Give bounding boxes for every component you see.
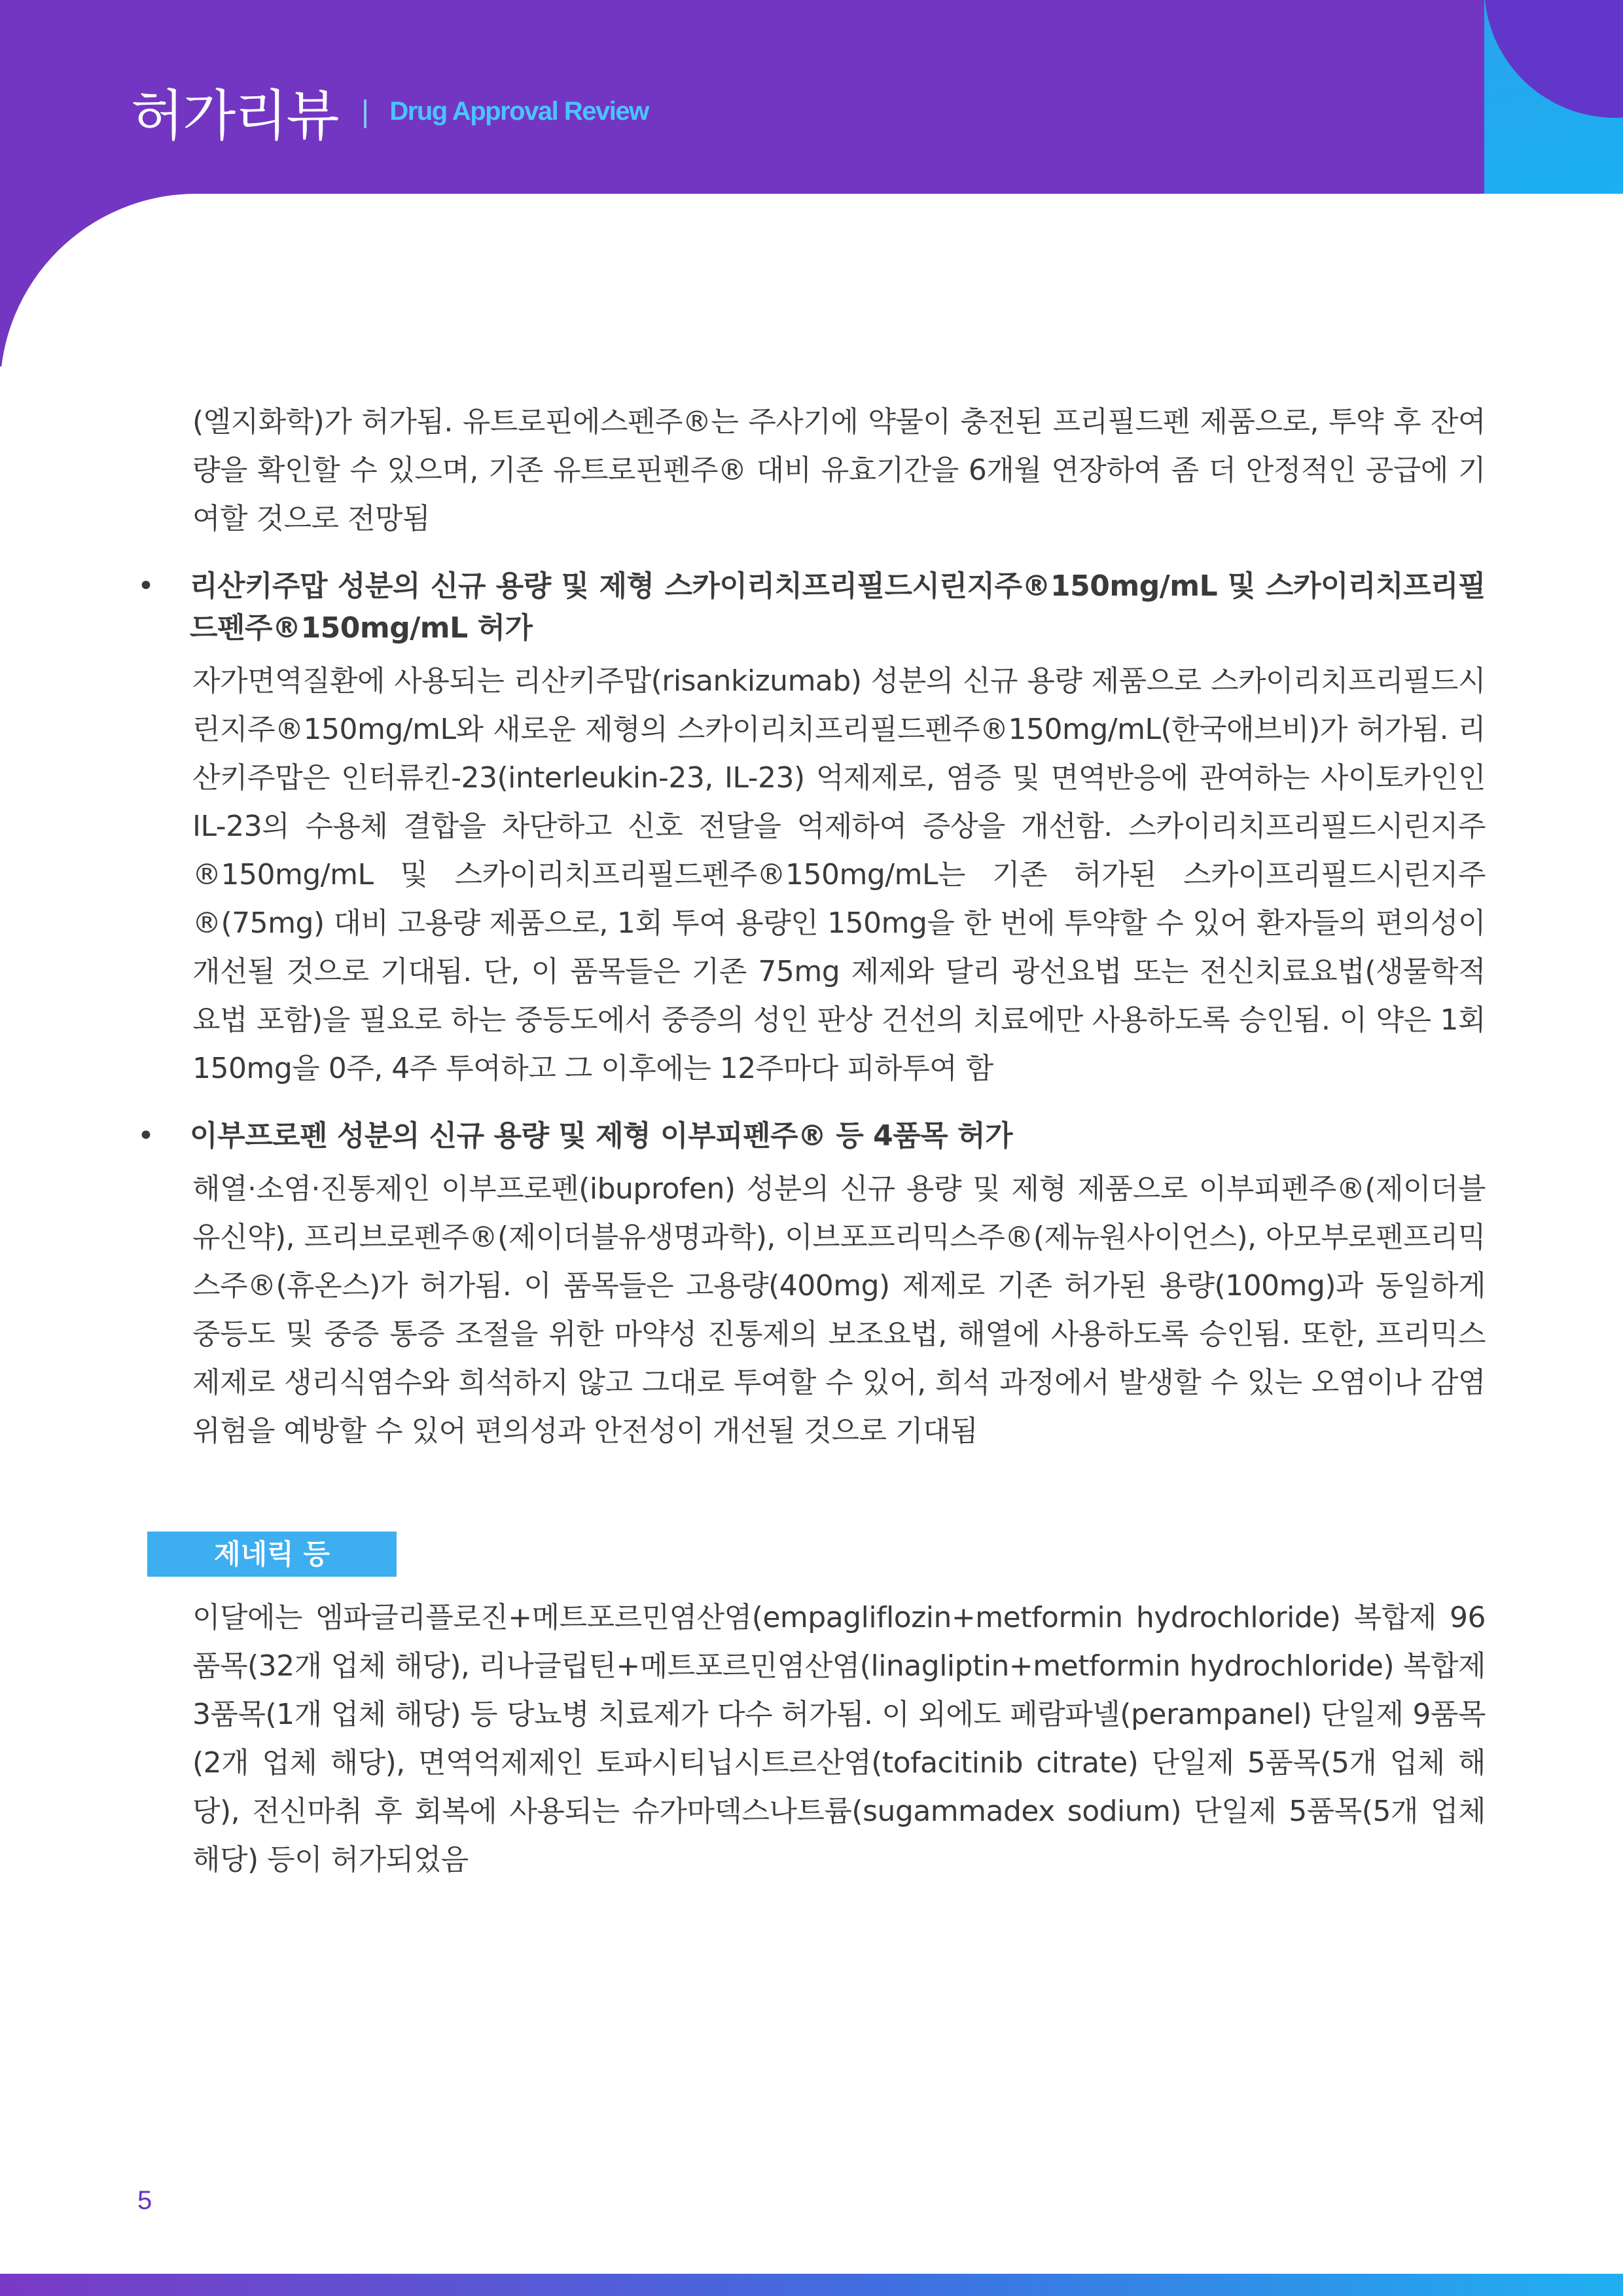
intro-paragraph: (엘지화학)가 허가됨. 유트로핀에스펜주®는 주사기에 약물이 충전된 프리필드펜 제품으로, 투약 후 잔여량을 확인할 수 있으며, 기존 유트로핀펜주® 대비 유효기간을 6개월 연장하여 좀 더 안정적인 공급에 기여할 것으로 전망됨 <box>192 405 1486 535</box>
page-number: 5 <box>137 2186 152 2215</box>
article-body <box>131 398 1486 1884</box>
title-separator: | <box>360 94 370 128</box>
page-title-korean: 허가리뷰 <box>131 83 338 148</box>
footer-gradient-bar <box>0 2274 1623 2296</box>
page-title-english: Drug Approval Review <box>389 96 649 126</box>
bullet-body-paragraph: 해열·소염·진통제인 이부프로펜(ibuprofen) 성분의 신규 용량 및 제형 제품으로 이부피펜주®(제이더블유신약), 프리브로펜주®(제이더블유생명과학), 이브포프리믹스주®(제뉴원사이언스), 아모부로펜프리믹스주®(휴온스)가 허가됨. 이 품목들은 고용량(400mg) 제제로 기존 허가된 용량(100mg)과 동일하게 중등도 및 중증 통증 조절을 위한 마약성 진통제의 보조요법, 해열에 사용하도록 승인됨. 또한, 프리믹스제제로 생리식염수와 희석하지 않고 그대로 투여할 수 있어, 희석 과정에서 발생할 수 있는 오염이나 감염 위험을 예방할 수 있어 편의성과 안전성이 개선될 것으로 기대됨 <box>192 1172 1486 1448</box>
section-label-generic: 제네릭 등 <box>147 1532 397 1577</box>
bullet-item-risankizumab <box>131 565 1486 649</box>
bullet-heading: 리산키주맙 성분의 신규 용량 및 제형 스카이리치프리필드시린지주®150mg/mL 및 스카이리치프리필드펜주®150mg/mL 허가 <box>190 569 1486 645</box>
header-title <box>131 72 649 151</box>
bullet-heading: 이부프로펜 성분의 신규 용량 및 제형 이부피펜주® 등 4품목 허가 <box>190 1119 1013 1153</box>
bullet-item-ibuprofen <box>131 1115 1486 1157</box>
generic-section-paragraph: 이달에는 엠파글리플로진+메트포르민염산염(empagliflozin+metformin hydrochloride) 복합제 96품목(32개 업체 해당), 리나글립틴+메트포르민염산염(linagliptin+metformin hydrochloride) 복합제 3품목(1개 업체 해당) 등 당뇨병 치료제가 다수 허가됨. 이 외에도 페람파넬(perampanel) 단일제 9품목(2개 업체 해당), 면역억제제인 토파시티닙시트르산염(tofacitinib citrate) 단일제 5품목(5개 업체 해당), 전신마취 후 회복에 사용되는 슈가마덱스나트륨(sugammadex sodium) 단일제 5품목(5개 업체 해당) 등이 허가되었음 <box>192 1601 1486 1876</box>
bullet-marker: • <box>137 1119 154 1153</box>
bullet-body-paragraph: 자가면역질환에 사용되는 리산키주맙(risankizumab) 성분의 신규 용량 제품으로 스카이리치프리필드시린지주®150mg/mL와 새로운 제형의 스카이리치프리필드펜주®150mg/mL(한국애브비)가 허가됨. 리산키주맙은 인터류킨-23(interleukin-23, IL-23) 억제제로, 염증 및 면역반응에 관여하는 사이토카인인 IL-23의 수용체 결합을 차단하고 신호 전달을 억제하여 증상을 개선함. 스카이리치프리필드시린지주®150mg/mL 및 스카이리치프리필드펜주®150mg/mL는 기존 허가된 스카이프리필드시린지주®(75mg) 대비 고용량 제품으로, 1회 투여 용량인 150mg을 한 번에 투약할 수 있어 환자들의 편의성이 개선될 것으로 기대됨. 단, 이 품목들은 기존 75mg 제제와 달리 광선요법 또는 전신치료요법(생물학적 요법 포함)을 필요로 하는 중등도에서 중증의 성인 판상 건선의 치료에만 사용하도록 승인됨. 이 약은 1회 150mg을 0주, 4주 투여하고 그 이후에는 12주마다 피하투여 함 <box>192 664 1486 1085</box>
bullet-marker: • <box>137 569 154 603</box>
